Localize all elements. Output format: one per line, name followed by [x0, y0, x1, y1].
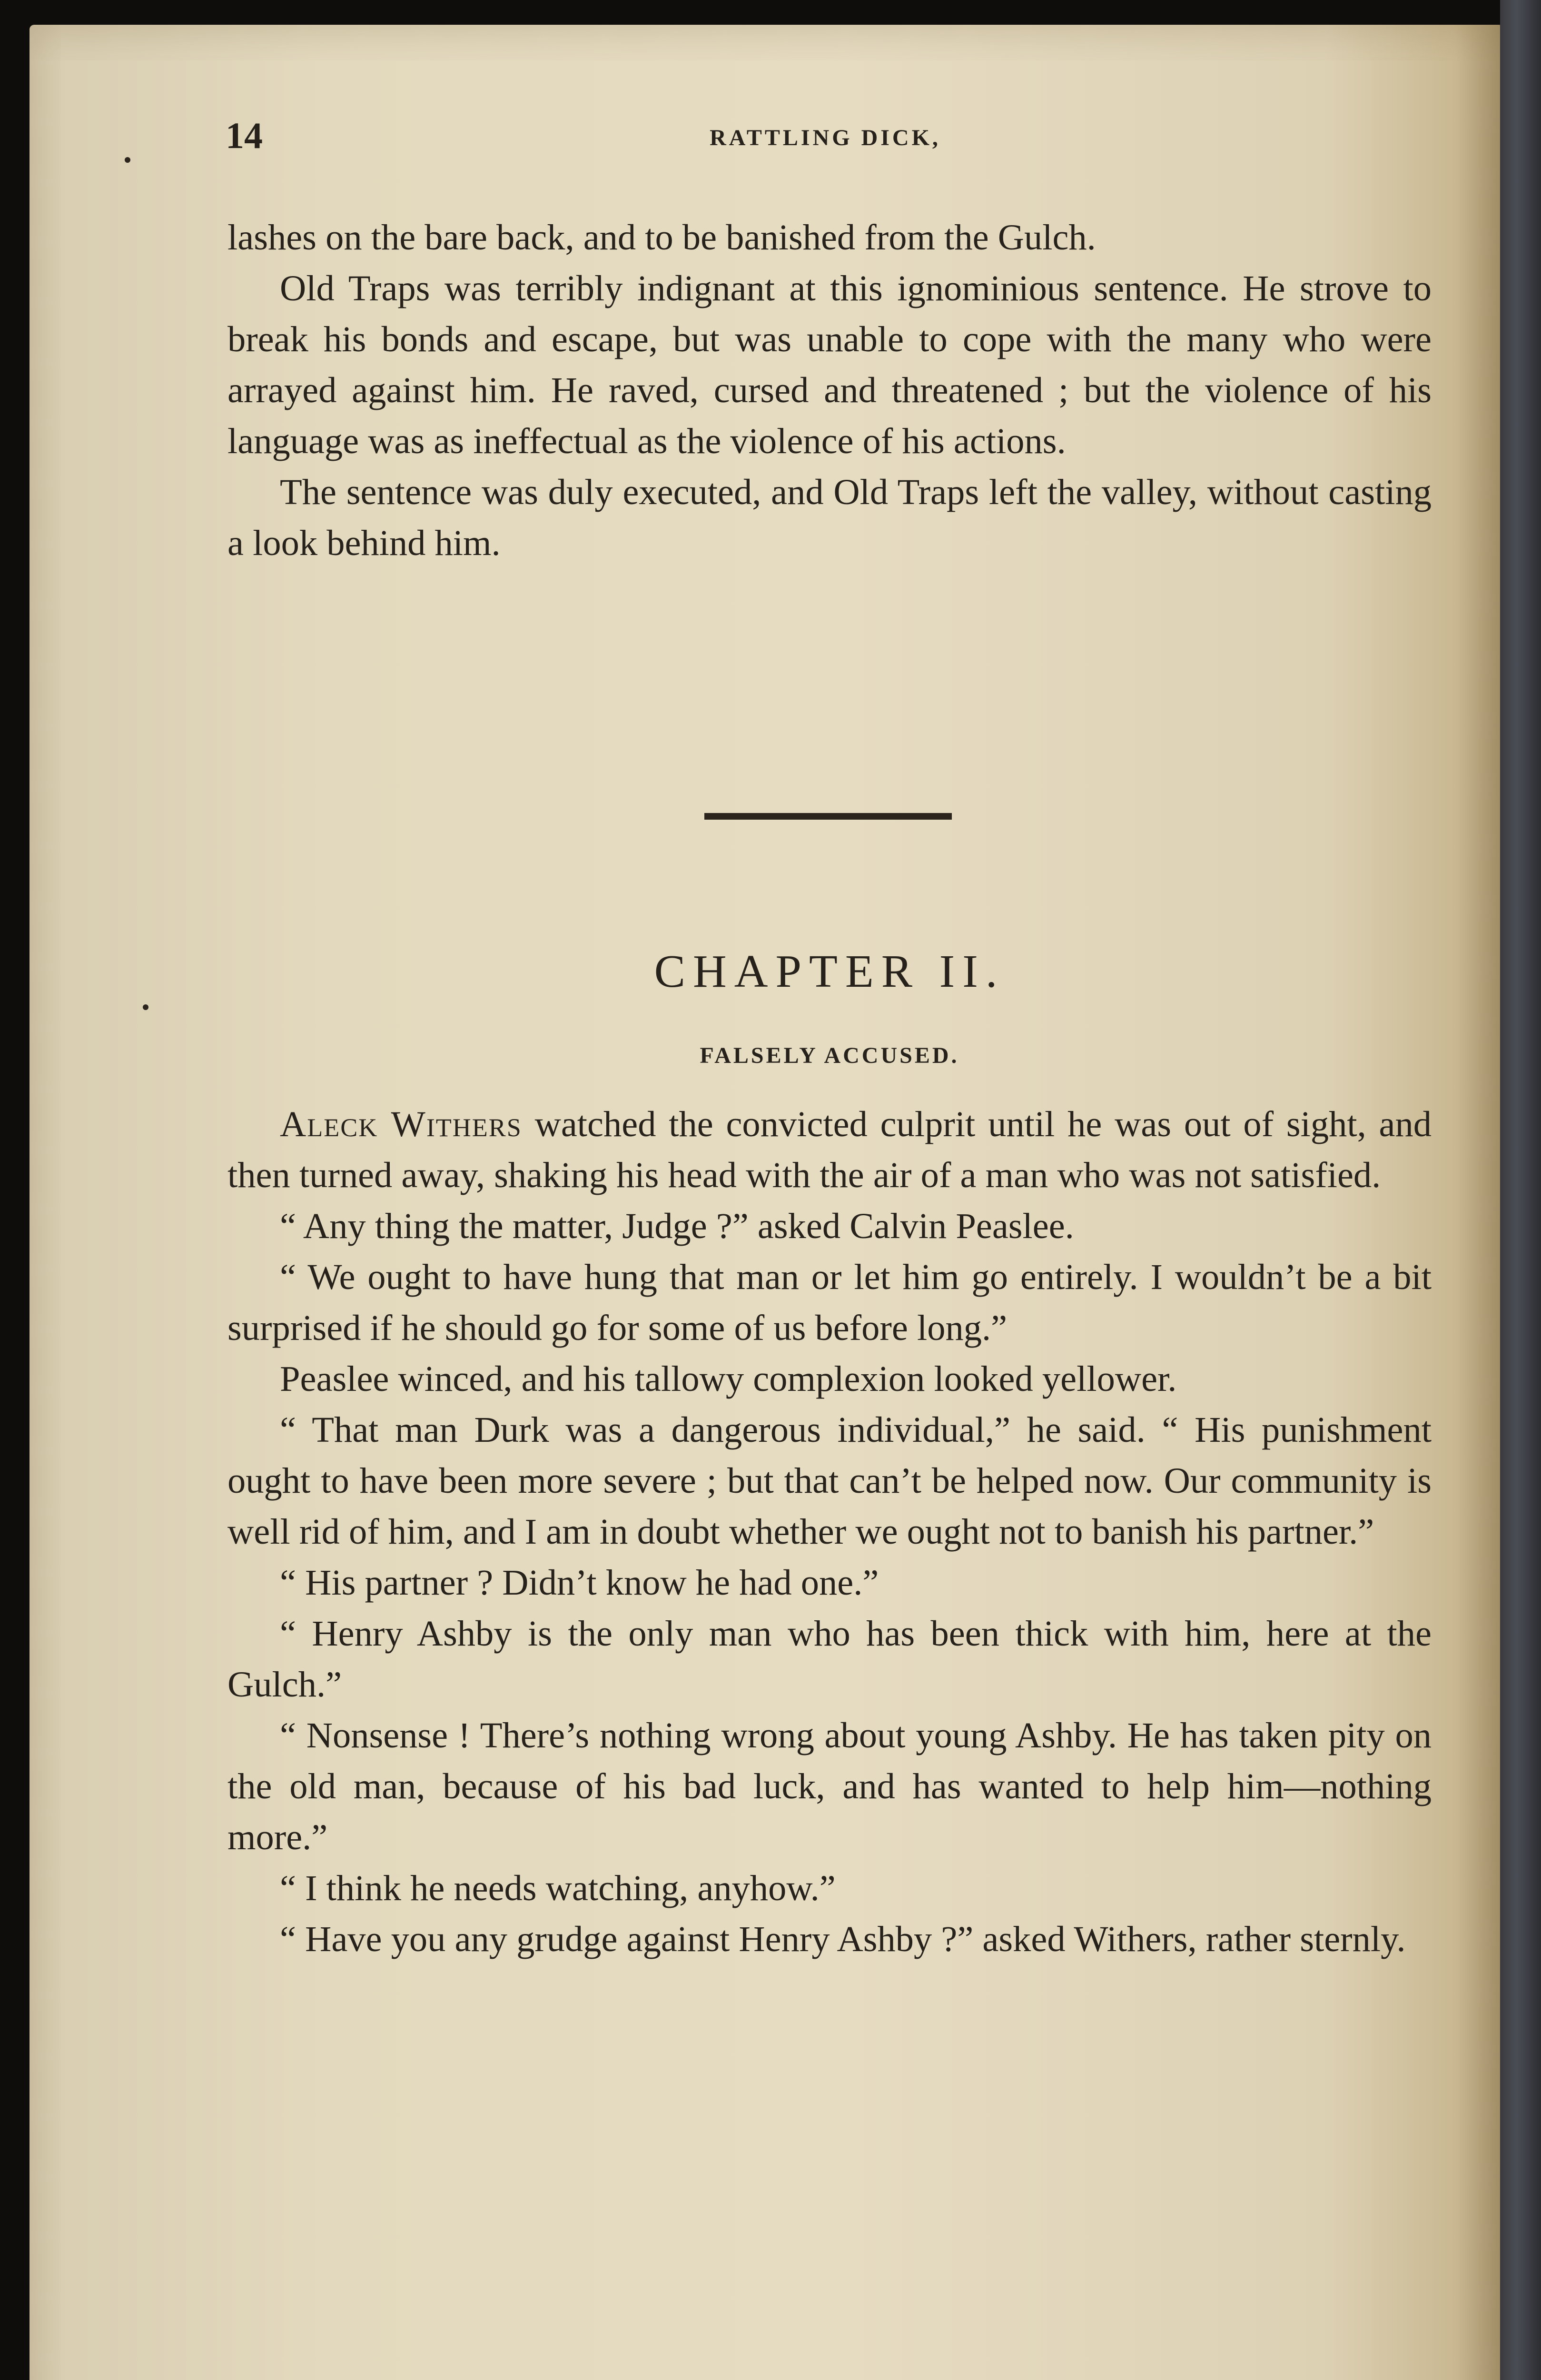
chapter-title: CHAPTER II.: [654, 946, 1005, 997]
top-text-block: [227, 212, 1432, 568]
paragraph: “ I think he needs watching, anyhow.”: [280, 1868, 836, 1908]
paragraph: “ His partner ? Didn’t know he had one.”: [280, 1562, 879, 1603]
paragraph: “ Nonsense ! There’s nothing wrong about young Ashby. He has taken pity on the old man, because of his bad luck, and has wanted to help him—nothing more.”: [227, 1715, 1432, 1857]
page-header: [226, 114, 1425, 167]
paragraph: “ That man Durk was a dangerous individual,” he said. “ His punishment ought to have been more severe ; but that can’t be helped now. Our community is well rid of him, and I am in doubt whether we ought not to banish his partner.”: [227, 1409, 1432, 1552]
page-number: 14: [226, 115, 263, 156]
book-spine: [1500, 0, 1541, 2380]
paragraph-continued: lashes on the bare back, and to be banished from the Gulch.: [227, 217, 1096, 258]
ink-speck: [143, 1004, 148, 1010]
paragraph: “ Henry Ashby is the only man who has been thick with him, here at the Gulch.”: [227, 1613, 1432, 1705]
paragraph: “ We ought to have hung that man or let him go entirely. I wouldn’t be a bit surprised if he should go for some of us before long.”: [227, 1257, 1432, 1348]
character-name: Aleck Withers: [280, 1104, 522, 1144]
paragraph: Old Traps was terribly indignant at this ignominious sentence. He strove to break his bonds and escape, but was unable to cope with the many who were arrayed against him. He raved, cursed and threatened ; but the violence of his language was as ineffectual as the violence of his actions.: [227, 268, 1432, 461]
paragraph: The sentence was duly executed, and Old Traps left the valley, without casting a look behind him.: [227, 472, 1432, 563]
paragraph: “ Any thing the matter, Judge ?” asked Calvin Peaslee.: [280, 1206, 1074, 1246]
paragraph: “ Have you any grudge against Henry Ashby ?” asked Withers, rather sternly.: [280, 1919, 1406, 1959]
chapter-text-block: [227, 1099, 1432, 1964]
paragraph: Peaslee winced, and his tallowy complexion looked yellower.: [280, 1359, 1177, 1399]
paragraph-opening: [227, 1099, 1432, 1200]
ink-speck: [125, 157, 130, 163]
chapter-subtitle: FALSELY ACCUSED.: [700, 1043, 959, 1068]
section-divider: [704, 813, 952, 820]
running-head: RATTLING DICK,: [710, 125, 941, 150]
paragraph-opening-text: watched the convicted culprit until he was out of sight, and then turned away, shaking his head with the air of a man who was not satisfied.: [227, 1104, 1432, 1195]
